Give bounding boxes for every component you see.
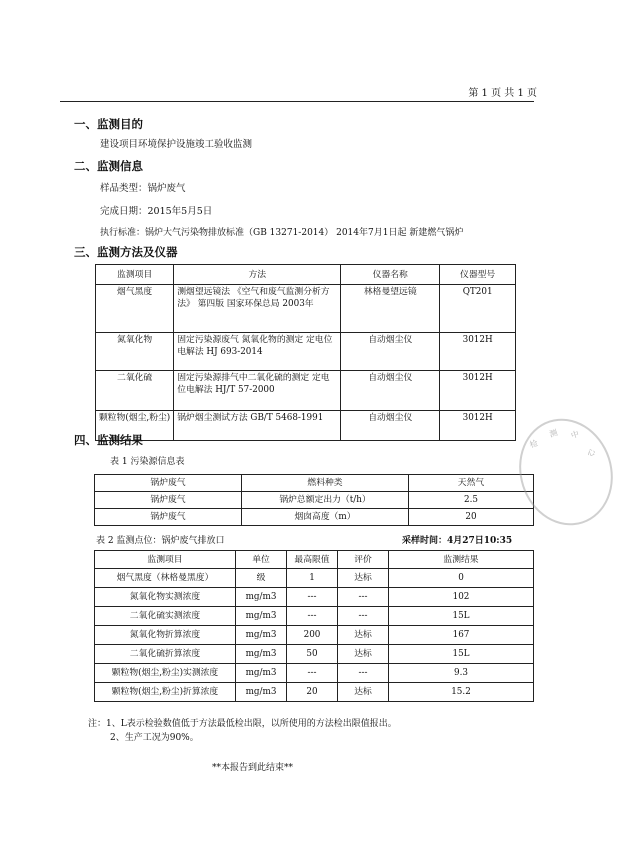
method-row-method: 锅炉烟尘测试方法 GB/T 5468-1991 — [174, 411, 341, 441]
results-cell: 二氧化硫折算浓度 — [95, 645, 236, 664]
results-cell: 15L — [389, 645, 534, 664]
results-cell: 0 — [389, 569, 534, 588]
results-cell: 15.2 — [389, 683, 534, 702]
results-cell: 级 — [236, 569, 287, 588]
source-cell: 燃料种类 — [242, 475, 409, 492]
section4-title: 四、监测结果 — [74, 433, 143, 447]
results-header: 评价 — [338, 551, 389, 569]
results-header: 最高限值 — [287, 551, 338, 569]
note-2: 2、生产工况为90%。 — [110, 733, 199, 743]
results-header: 单位 — [236, 551, 287, 569]
results-cell: 200 — [287, 626, 338, 645]
source-cell: 20 — [409, 509, 534, 526]
completion-date: 完成日期：2015年5月5日 — [100, 206, 213, 217]
results-cell: 达标 — [338, 683, 389, 702]
source-info-table — [94, 474, 534, 526]
results-cell: --- — [287, 664, 338, 683]
section2-title: 二、监测信息 — [74, 159, 143, 173]
method-row-model: 3012H — [440, 411, 516, 441]
method-header-model: 仪器型号 — [440, 265, 516, 285]
method-row-item: 二氧化硫 — [96, 371, 174, 411]
results-cell: 达标 — [338, 645, 389, 664]
standard: 执行标准：锅炉大气污染物排放标准（GB 13271-2014） 2014年7月1日起 新建燃气锅炉 — [100, 228, 464, 238]
method-row-instrument: 自动烟尘仪 — [341, 371, 440, 411]
section1-text: 建设项目环境保护设施竣工验收监测 — [100, 139, 253, 150]
method-header-instrument: 仪器名称 — [341, 265, 440, 285]
method-row-method: 测烟望远镜法 《空气和废气监测分析方法》 第四版 国家环保总局 2003年 — [174, 285, 341, 333]
results-cell: --- — [338, 588, 389, 607]
results-cell: 1 — [287, 569, 338, 588]
results-cell: 颗粒物(烟尘,粉尘)实测浓度 — [95, 664, 236, 683]
results-cell: mg/m3 — [236, 645, 287, 664]
table2-sampling-time: 采样时间：4月27日10:35 — [402, 536, 513, 546]
method-table — [95, 264, 516, 441]
table1-caption: 表 1 污染源信息表 — [110, 457, 185, 467]
results-cell: mg/m3 — [236, 664, 287, 683]
results-cell: 50 — [287, 645, 338, 664]
results-cell: 氮氧化物折算浓度 — [95, 626, 236, 645]
source-cell: 锅炉总额定出力（t/h） — [242, 492, 409, 509]
official-seal-stamp: 检 测 中 心 — [506, 406, 626, 537]
results-cell: 20 — [287, 683, 338, 702]
note-1: 注：1、L表示检验数值低于方法最低检出限，以所使用的方法检出限值报出。 — [88, 719, 397, 729]
results-cell: 氮氧化物实测浓度 — [95, 588, 236, 607]
table2-caption: 表 2 监测点位：锅炉废气排放口 — [96, 536, 225, 546]
source-cell: 锅炉废气 — [95, 492, 242, 509]
end-of-report: **本报告到此结束** — [212, 763, 294, 773]
method-row-model: 3012H — [440, 371, 516, 411]
results-cell: mg/m3 — [236, 588, 287, 607]
source-cell: 天然气 — [409, 475, 534, 492]
section3-title: 三、监测方法及仪器 — [74, 245, 178, 259]
results-cell: 颗粒物(烟尘,粉尘)折算浓度 — [95, 683, 236, 702]
results-cell: --- — [287, 588, 338, 607]
source-cell: 锅炉废气 — [95, 509, 242, 526]
method-row-item: 烟气黑度 — [96, 285, 174, 333]
method-row-model: 3012H — [440, 333, 516, 371]
method-header-item: 监测项目 — [96, 265, 174, 285]
results-cell: 167 — [389, 626, 534, 645]
results-header: 监测项目 — [95, 551, 236, 569]
results-cell: mg/m3 — [236, 683, 287, 702]
results-cell: --- — [338, 664, 389, 683]
method-row-method: 固定污染源排气中二氧化硫的测定 定电位电解法 HJ/T 57-2000 — [174, 371, 341, 411]
method-row-method: 固定污染源废气 氮氧化物的测定 定电位电解法 HJ 693-2014 — [174, 333, 341, 371]
results-cell: 9.3 — [389, 664, 534, 683]
results-header: 监测结果 — [389, 551, 534, 569]
section1-title: 一、监测目的 — [74, 117, 143, 131]
source-cell: 锅炉废气 — [95, 475, 242, 492]
source-cell: 2.5 — [409, 492, 534, 509]
method-row-item: 氮氧化物 — [96, 333, 174, 371]
page-number: 第 1 页 共 1 页 — [468, 88, 537, 99]
results-table — [94, 550, 534, 702]
results-cell: --- — [338, 607, 389, 626]
method-row-instrument: 自动烟尘仪 — [341, 333, 440, 371]
results-cell: 达标 — [338, 626, 389, 645]
sample-type: 样品类型：锅炉废气 — [100, 183, 186, 194]
results-cell: --- — [287, 607, 338, 626]
method-row-item: 颗粒物(烟尘,粉尘) — [96, 411, 174, 441]
header-rule — [60, 101, 534, 102]
results-cell: 15L — [389, 607, 534, 626]
method-row-model: QT201 — [440, 285, 516, 333]
method-row-instrument: 林格曼望远镜 — [341, 285, 440, 333]
method-header-method: 方法 — [174, 265, 341, 285]
method-row-instrument: 自动烟尘仪 — [341, 411, 440, 441]
results-cell: 二氧化硫实测浓度 — [95, 607, 236, 626]
results-cell: 102 — [389, 588, 534, 607]
source-cell: 烟囱高度（m） — [242, 509, 409, 526]
results-cell: mg/m3 — [236, 607, 287, 626]
results-cell: 烟气黑度（林格曼黑度） — [95, 569, 236, 588]
results-cell: mg/m3 — [236, 626, 287, 645]
results-cell: 达标 — [338, 569, 389, 588]
